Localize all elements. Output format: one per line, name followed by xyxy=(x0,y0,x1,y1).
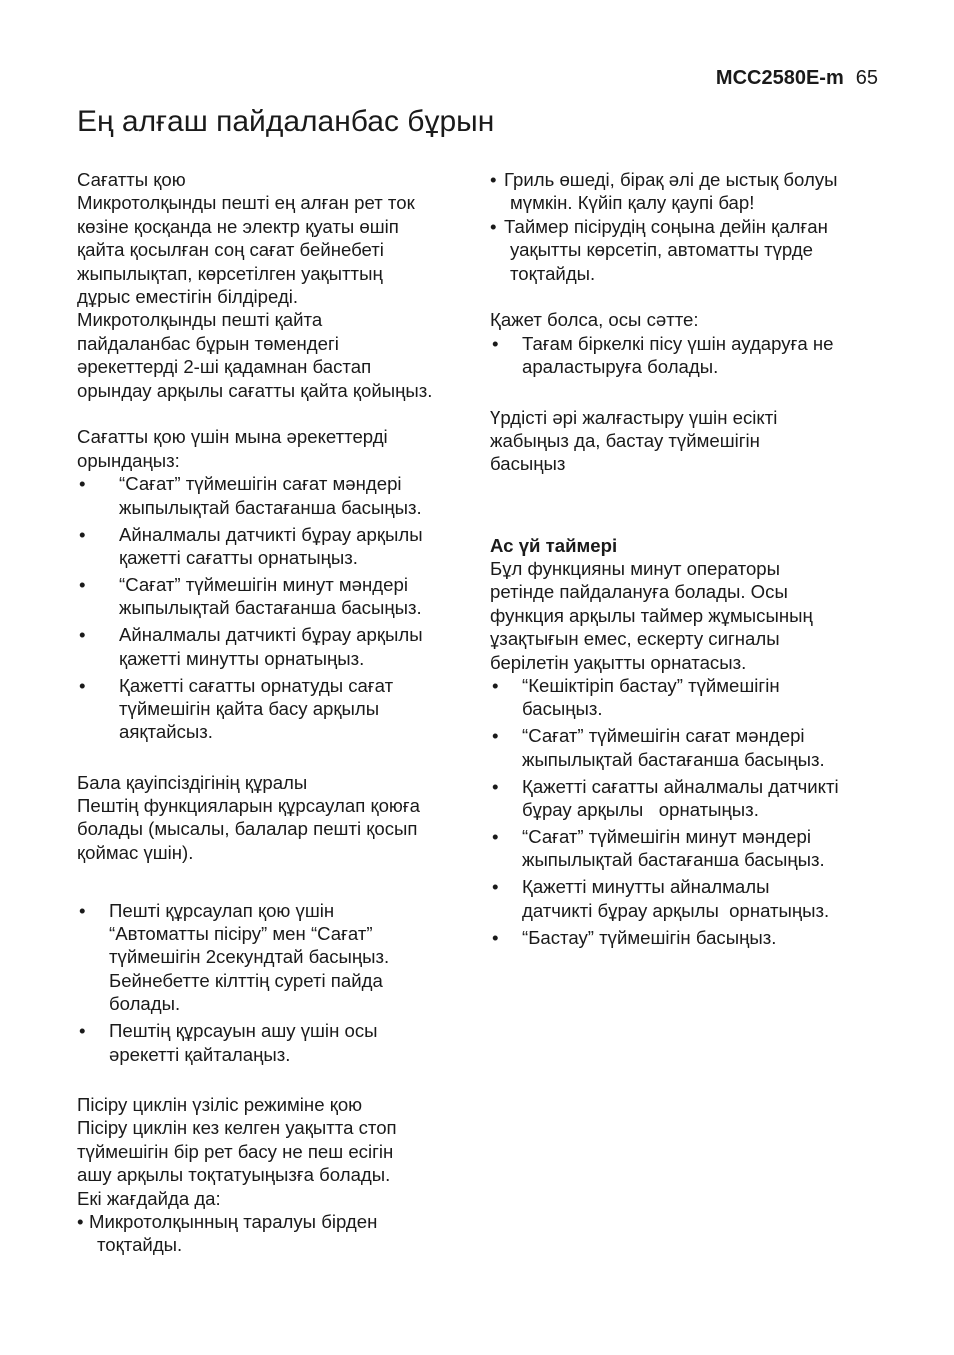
bullet: • xyxy=(492,725,499,747)
text-line: Бұл функцияны минут операторы xyxy=(490,557,781,579)
clock-paragraph xyxy=(77,191,487,402)
clock-heading: Сағатты қою xyxy=(77,169,186,190)
list-item-line: мүмкін. Күйіп қалу қаупі бар! xyxy=(510,192,755,214)
bullet: • xyxy=(79,1020,86,1042)
list-item-line: болады. xyxy=(109,993,181,1015)
list-item-line: Гриль өшеді, бірақ әлі де ыстық болуы xyxy=(504,169,838,190)
bullet: • xyxy=(79,624,86,646)
list-item-line: Пешті құрсаулап қою үшін xyxy=(109,899,335,921)
list-item-line: Қажетті сағатты айналмалы датчикті xyxy=(522,775,839,797)
bullet: • xyxy=(492,332,499,354)
child-lock-list xyxy=(77,899,487,1066)
text-line: ашу арқылы тоқтатуыңызға болады. xyxy=(77,1164,391,1186)
text-line: болады (мысалы, балалар пешті қосып xyxy=(77,818,418,840)
text-line: орындау арқылы сағатты қайта қойыңыз. xyxy=(77,379,433,401)
list-item-line: Тағам біркелкі пісу үшін аударуға не xyxy=(522,332,834,354)
pause-list xyxy=(77,1210,487,1257)
list-item-line: тоқтайды. xyxy=(97,1234,183,1256)
bullet: • xyxy=(79,573,86,595)
bullet: • xyxy=(79,674,86,696)
text-line: ретінде пайдалануға болады. Осы xyxy=(490,581,788,603)
list-item-line: Қажетті сағатты орнатуды сағат xyxy=(119,674,394,696)
list-item-line: Қажетті минутты айналмалы xyxy=(522,876,770,898)
text-line: Пісіру циклін кез келген уақытта стоп xyxy=(77,1117,397,1139)
needed-heading: Қажет болса, осы сәтте: xyxy=(490,309,699,331)
text-line: ұзақтығын емес, ескерту сигналы xyxy=(490,628,780,650)
bullet: • xyxy=(492,674,499,696)
list-item xyxy=(490,926,890,949)
text-line: Екі жағдайда да: xyxy=(77,1187,221,1209)
bullet: • xyxy=(490,215,497,237)
text-line: қайта қосылған соң сағат бейнебеті xyxy=(77,239,384,261)
list-item xyxy=(77,623,487,670)
list-item-line: жыпылықтай бастағанша басыңыз. xyxy=(522,849,825,871)
bullet: • xyxy=(79,473,86,495)
steps-intro-line: Сағатты қою үшін мына әрекеттерді xyxy=(77,426,388,448)
list-item-line: Бейнебетте кілттің суреті пайда xyxy=(109,969,383,991)
list-item-line: датчикті бұрау арқылы орнатыңыз. xyxy=(522,899,830,921)
list-item-line: “Сағат” түймешігін минут мәндері xyxy=(119,573,408,595)
text-line: әрекеттерді 2-ші қадамнан бастап xyxy=(77,356,372,378)
page-title: Ең алғаш пайдаланбас бұрын xyxy=(77,105,495,138)
text-line: функция арқылы таймер жұмысының xyxy=(490,604,813,626)
list-item-line: аяқтайсыз. xyxy=(119,721,213,743)
list-item-line: “Кешіктіріп бастау” түймешігін xyxy=(522,674,780,696)
clock-steps-list xyxy=(77,472,487,743)
text-line: Микротолқынды пешті қайта xyxy=(77,309,323,331)
text-line: жыпылықтап, көрсетілген уақыттың xyxy=(77,262,383,284)
bullet: • xyxy=(79,899,86,921)
timer-steps-list xyxy=(490,674,890,949)
bullet: • xyxy=(492,876,499,898)
list-item-line: “Бастау” түймешігін басыңыз. xyxy=(522,926,777,948)
list-item-line: қажетті сағатты орнатыңыз. xyxy=(119,546,358,568)
text-line: көзіне қосқанда не электр қуаты өшіп xyxy=(77,215,399,237)
list-item xyxy=(490,332,890,379)
list-item-line: жыпылықтай бастағанша басыңыз. xyxy=(119,496,422,518)
list-item xyxy=(77,1210,487,1257)
list-item-line: тоқтайды. xyxy=(510,262,596,284)
text-line: түймешігін бір рет басу не пеш есігін xyxy=(77,1140,394,1162)
list-item-line: Таймер пісірудің соңына дейін қалған xyxy=(504,215,828,237)
list-item xyxy=(490,775,890,822)
list-item xyxy=(490,168,890,215)
page-header xyxy=(716,64,878,92)
pause-effects-list xyxy=(490,168,890,285)
list-item xyxy=(77,472,487,519)
list-item-line: “Сағат” түймешігін минут мәндері xyxy=(522,825,811,847)
list-item xyxy=(490,674,890,721)
list-item-line: жыпылықтай бастағанша басыңыз. xyxy=(522,748,825,770)
needed-list xyxy=(490,332,890,379)
bullet: • xyxy=(77,1210,84,1232)
list-item-line: “Автоматты пісіру” мен “Сағат” xyxy=(109,923,373,945)
list-item-line: “Сағат” түймешігін сағат мәндері xyxy=(119,473,402,495)
bullet: • xyxy=(490,169,497,190)
list-item-line: түймешігін 2секундтай басыңыз. xyxy=(109,946,390,968)
bullet: • xyxy=(79,523,86,545)
list-item-line: Микротолқынның таралуы бірден xyxy=(89,1210,378,1232)
text-line: пайдаланбас бұрын төмендегі xyxy=(77,332,339,354)
list-item-line: қажетті минутты орнатыңыз. xyxy=(119,647,365,669)
list-item-line: “Сағат” түймешігін сағат мәндері xyxy=(522,725,805,747)
text-line: Микротолқынды пешті ең алған рет ток xyxy=(77,192,415,214)
list-item xyxy=(77,899,487,1016)
text-line: Үрдісті әрі жалғастыру үшін есікті xyxy=(490,406,778,428)
text-line: берілетін уақытты орнатасыз. xyxy=(490,651,747,673)
text-line: Пештің функцияларын құрсаулап қоюға xyxy=(77,795,420,817)
model-number: MCC2580E-m xyxy=(715,67,844,89)
bullet: • xyxy=(492,926,499,948)
left-column xyxy=(77,168,487,1257)
list-item xyxy=(77,573,487,620)
list-item xyxy=(490,825,890,872)
text-line: басыңыз xyxy=(490,453,566,475)
list-item xyxy=(77,523,487,570)
list-item-line: бұрау арқылы орнатыңыз. xyxy=(522,799,759,820)
list-item xyxy=(77,1019,487,1066)
list-item-line: Айналмалы датчикті бұрау арқылы xyxy=(119,523,423,545)
list-item-line: түймешігін қайта басу арқылы xyxy=(119,697,380,719)
right-column xyxy=(490,168,890,952)
list-item-line: уақытты көрсетіп, автоматты түрде xyxy=(510,239,814,261)
pause-heading: Пісіру циклін үзіліс режиміне қою xyxy=(77,1093,363,1115)
list-item xyxy=(490,724,890,771)
list-item xyxy=(490,875,890,922)
timer-heading: Ас үй таймері xyxy=(490,534,618,556)
list-item-line: әрекетті қайталаңыз. xyxy=(109,1043,291,1065)
bullet: • xyxy=(492,825,499,847)
list-item-line: жыпылықтай бастағанша басыңыз. xyxy=(119,597,422,619)
page-number: 65 xyxy=(855,67,878,89)
list-item-line: Пештің құрсауын ашу үшін осы xyxy=(109,1020,378,1042)
list-item-line: Айналмалы датчикті бұрау арқылы xyxy=(119,624,423,646)
list-item-line: басыңыз. xyxy=(522,698,603,720)
text-line: дұрыс еместігін білдіреді. xyxy=(77,286,299,308)
list-item xyxy=(490,215,890,285)
list-item-line: араластыруға болады. xyxy=(522,356,719,378)
text-line: жабыңыз да, бастау түймешігін xyxy=(490,429,760,451)
bullet: • xyxy=(492,775,499,797)
text-line: қоймас үшін). xyxy=(77,841,194,863)
child-lock-heading: Бала қауіпсіздігінің құралы xyxy=(77,771,308,793)
list-item xyxy=(77,674,487,744)
steps-intro-line: орындаңыз: xyxy=(77,449,180,471)
